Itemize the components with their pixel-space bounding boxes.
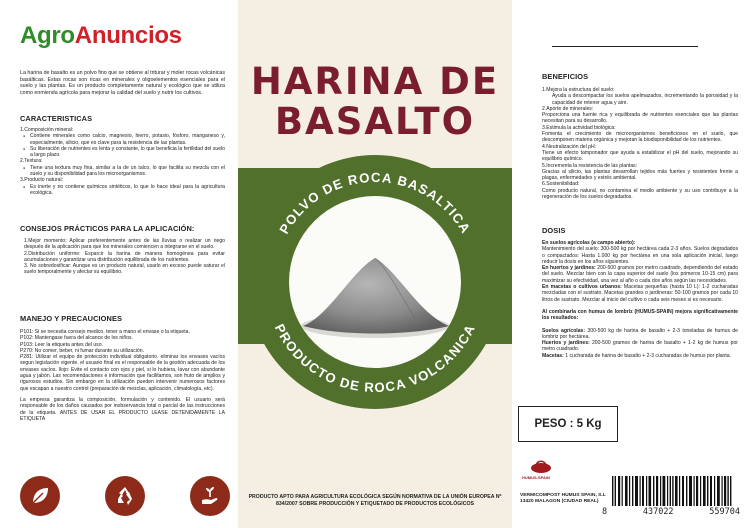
manejo-p281: P281: Utilizar el equipo de protección individual obligatorio. eliminar los envases vacíos segun legislación vigente. el usuario final es el responsable de la gestión adecuada de los envases vacíos. Ilojo: Evite el contacto con ojos y piel, si lo hubiera, lavar con abundante agua y jabón. Las recomendaciones e información que facilitamos, son fruto de amplios y rigurosos estudios. Sin embargo en la utilización pueden intervenir numerosos factores que escapan a nuestro control (preparación de mezclas, aplicación, climatología, etc). [20, 354, 225, 392]
product-title [238, 62, 512, 142]
consejos-section [20, 224, 225, 276]
ben-1a: Ayuda a descompactar los suelos apelmazados, incrementando la porosidad y la capacidad de retener agua y aire. [552, 93, 738, 106]
eco-regulation-note: PRODUCTO APTO PARA AGRICULTURA ECOLÓGICA SEGÚN NORMATIVA DE LA UNIÓN EUROPEA Nº 834/2007 SOBRE PRODUCCIÓN Y ETIQUETADO DE PRODUCTOS ECOLÓGICOS [248, 494, 502, 507]
consejo-3: 3. No sobredosificar: Aunque es un producto natural, usarlo en exceso puede saturar el suelo temporalmente y afectar su equilibrio. [24, 263, 225, 276]
dosis-macetas-text: Macetas pequeñas (hasta 10 L): 1-2 cucharadas mezcladas con el sustrato. Macetas grandes o jardineras: 50-100 gramos por cada 10 litros de sustrato. Mezclar al inicio del cultivo o cada seis meses si es necesario. [542, 284, 739, 303]
humus-agricola-label: Suelos agrícolas: [542, 327, 586, 334]
manejo-garantia: La empresa garantiza la composición, formulación y contenido. El usuario será responsable de los daños causados por inobservancia total o parcial de las instrucciones de la etiqueta. ANTES DE USAR EL PRODUCTO LEASE DETENIDAMENTE LA ETIQUETA [20, 396, 225, 422]
manejo-p102: P102: Mantengase fuera del alcance de los niños. [20, 335, 133, 342]
recycle-icon [105, 476, 145, 516]
ben-2a: Proporciona una fuente rica y equilibrada de nutrientes esenciales que las plantas necesitan para su desarrollo. [542, 112, 738, 125]
manejo-section [20, 314, 225, 422]
leaf-icon [20, 476, 60, 516]
ben-4: 4.Neutralización del pH: [542, 143, 597, 150]
ben-6a: Como producto natural, no contamina el medio ambiente y su uso contribuye a la regeneración de los suelos degradados. [542, 187, 738, 201]
intro-text: La harina de basalto es un polvo fino que se obtiene al triturar y moler rocas volcánicas basálticas. Estas rocas son ricas en minerales y oligoelementos esenciales para el suelo y las plantas. Es un producto completamente natural y ecológico que se utiliza como enmienda agrícola para mejorar la calidad del suelo y nutrir los cultivos. [20, 70, 225, 96]
car-item-3: 3.Producto natural: [20, 177, 64, 184]
consejo-2: 2.Distribución uniforme: Esparcir la harina de manera homogénea para evitar acumulaciones y garantizar una distribución equilibrada de los nutrientes. [24, 250, 225, 263]
barcode-group-3: 559704 [709, 507, 740, 517]
barcode-digit-1: 8 [602, 507, 608, 517]
consejo-1: 1.Mejor momento: Aplicar preferentemente antes de las lluvias o realizar un riego después de la aplicación para que los minerales comiencen a integrarse en el suelo. [24, 238, 225, 251]
humus-huertos-text: 200-500 gramos de harina de basalto + 1-2 kg de humus por metro cuadrado. [542, 340, 738, 353]
humus-macetas-text: 1 cucharada de harina de basalto + 2-3 cucharadas de humus por planta. [563, 352, 732, 359]
title-line-2: BASALTO [274, 100, 476, 143]
ben-5: 5.Incrementa la resistencia de las plantas: [542, 162, 638, 169]
car-item-1a: ● Contiene minerales como calcio, magnesio, hierro, potasio, fósforo, manganeso y, especialmente, silicio, que es clave para la resistencia de las plantas. [20, 133, 225, 146]
humus-agricola-text: 300-500 kg de harina de basalto + 2-3 toneladas de humus de lombriz por hectárea. [542, 327, 738, 340]
arc-top-text: POLVO DE ROCA BASALTICA [276, 169, 474, 237]
ben-2: 2.Aporte de minerales: [542, 105, 594, 112]
signature-line [552, 46, 698, 47]
manejo-p103: P103: Leer la etiqueta antes del uso. [20, 341, 103, 348]
ben-6: 6.Sostenibilidad: [542, 181, 580, 188]
dosis-title: DOSIS [542, 226, 566, 235]
weight-box: PESO : 5 Kg [518, 406, 618, 442]
car-item-1b: ● Su liberación de nutrientes es lenta y constante, lo que beneficia la fertilidad del suelo a largo plazo. [20, 146, 225, 159]
manejo-title: MANEJO Y PRECAUCIONES [20, 314, 123, 323]
humus-spain-logo-icon [530, 458, 552, 474]
humus-macetas-label: Macetas: [542, 352, 564, 359]
manejo-p101: P101: Si se necesita consejo medico, tener a mano el envase o la etiqueta. [20, 329, 190, 335]
dosis-huertos-text: 200-500 gramos por metro cuadrado, dependiendo del estado del suelo. Mezclar bien con la capa superior del suelo (los primeros 10-15 cm) para maximizar su efectividad, una vez al año o cada dos años según las necesidades. [542, 265, 738, 284]
dosis-humus-title: Al combinarla con humus de lombriz (HUMUS-SPAIN) mejora significativamente los resultados: [542, 308, 738, 322]
dosis-macetas-label: En macetas o cultivos urbanos: [542, 284, 622, 291]
beneficios-title: BENEFICIOS [542, 72, 589, 81]
consejos-title: CONSEJOS PRÁCTICOS PARA LA APLICACIÓN: [20, 224, 195, 233]
dosis-section [542, 226, 738, 359]
car-item-2a: ● Tiene una textura muy fina, similar a la de un talco, lo que facilita su mezcla con el suelo y su disponibilidad para los microorganismos. [20, 165, 225, 178]
brand-agro: Agro [20, 22, 75, 49]
title-line-1: HARINA DE [250, 60, 500, 103]
dosis-huertos-label: En huertos y jardines: [542, 265, 596, 272]
company-address: 13420 MALAGON (CIUDAD REAL) [520, 499, 599, 505]
brand-logo [20, 22, 182, 50]
product-image [289, 196, 461, 368]
arc-bottom-text: PRODUCTO DE ROCA VOLCANICA [271, 321, 479, 396]
humus-huertos-label: Huertos y jardines: [542, 340, 590, 347]
eco-icons [20, 476, 230, 516]
ben-3: 3.Estimula la actividad biológica: [542, 124, 616, 131]
ben-3a: Fomenta el crecimiento de microorganismos beneficiosos en el suelo, que descomponen materia orgánica y mejoran la biodisponibilidad de los nutrientes. [542, 131, 738, 144]
dosis-agricola-text: Mantenimiento del suelo: 300-500 kg por hectárea cada 2-3 años. Suelos degradados o compactados: Hasta 1.000 kg por hectárea en una sola aplicación inicial, luego reducir la dosis en los años siguientes. [542, 246, 738, 265]
caracteristicas-section [20, 114, 225, 196]
beneficios-section [542, 72, 738, 200]
brand-anuncios: Anuncios [74, 22, 182, 49]
caracteristicas-title: CARACTERISTICAS [20, 114, 93, 123]
manejo-p270: P270: No comer, beber, ni fumar durante su utilización. [20, 347, 145, 354]
dosis-agricola-label: En suelos agrícolas (a campo abierto): [542, 240, 636, 246]
barcode-group-2: 437022 [642, 507, 674, 517]
barcode-number [602, 506, 740, 517]
ben-5a: Gracias al silicio, las plantas desarrollan tejidos más fuertes y resistentes frente a plagas, enfermedades y estrés ambiental. [542, 168, 738, 182]
car-item-3a: ● Es inerte y no contiene químicos sintéticos, lo que lo hace ideal para la agricultura ecológica. [20, 184, 225, 197]
car-item-1: 1.Composición mineral: [20, 127, 74, 133]
humus-spain-brand: HUMUS-SPAIN [522, 475, 550, 480]
hand-plant-icon [190, 476, 230, 516]
car-item-2: 2.Textura: [20, 158, 43, 165]
ben-1: 1.Mejora la estructura del suelo: [542, 87, 615, 93]
company-name: VERMICOMPOST HUMUS SPAIN, S.L [520, 493, 606, 498]
ben-4a: Tiene un efecto tamponador que ayuda a estabilizar el pH del suelo, mejorando su equilibrio químico. [542, 149, 738, 163]
